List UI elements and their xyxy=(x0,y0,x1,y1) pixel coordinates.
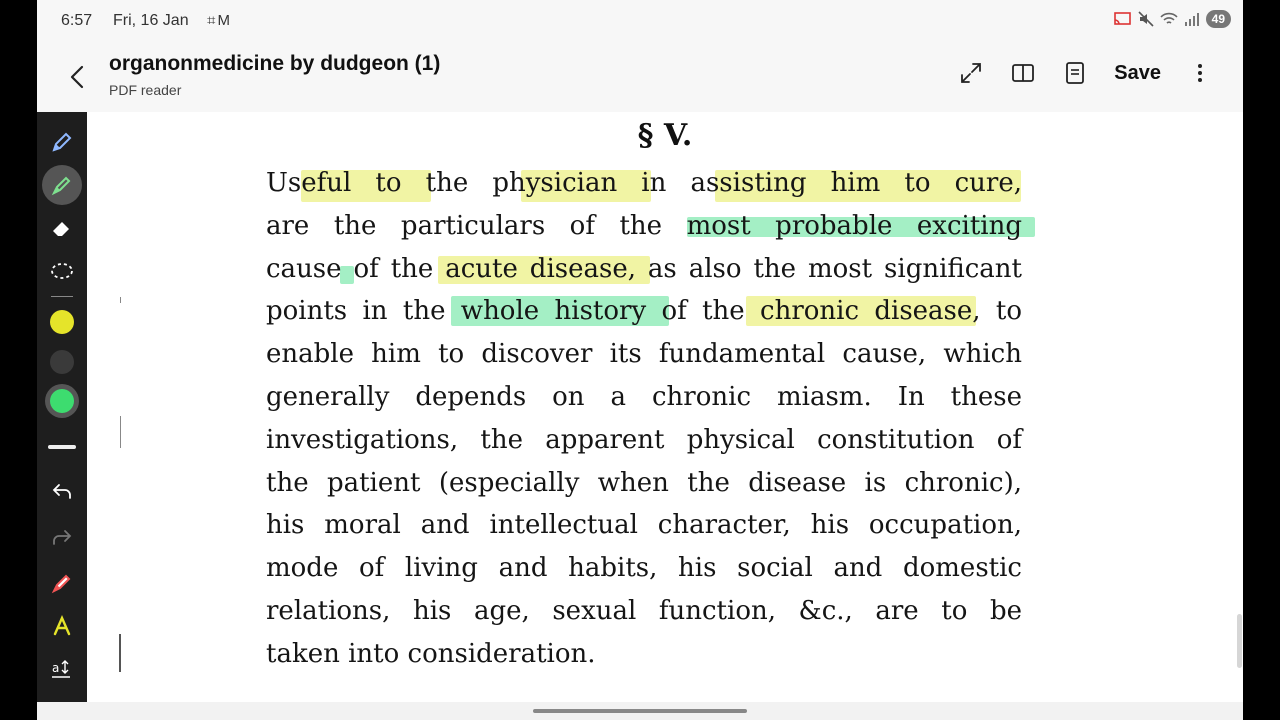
cast-icon xyxy=(1114,11,1132,27)
line-text: cause of the acute disease, as also the most significant xyxy=(266,253,1022,284)
text-line xyxy=(266,464,1026,507)
tablet-screen xyxy=(37,0,1243,720)
expand-icon xyxy=(959,61,983,85)
system-nav-bar xyxy=(37,702,1243,720)
status-right xyxy=(1114,10,1231,28)
text-line xyxy=(266,335,1026,378)
green-color-swatch[interactable] xyxy=(45,384,79,418)
text-line xyxy=(266,292,1026,335)
status-date: Fri, 16 Jan xyxy=(113,12,189,29)
text-size-icon xyxy=(50,658,74,680)
eraser-tool[interactable] xyxy=(42,208,82,248)
status-bar xyxy=(37,0,1243,42)
line-text: taken into consideration. xyxy=(266,638,596,669)
more-icon xyxy=(1196,61,1204,85)
document-icon xyxy=(1063,61,1087,85)
notification-icons xyxy=(207,12,232,29)
battery-badge: 49 xyxy=(1206,10,1231,28)
book-view-button[interactable] xyxy=(1010,60,1036,86)
line-text: mode of living and habits, his social and domestic xyxy=(266,553,1022,584)
pen-settings-tool[interactable] xyxy=(42,563,82,603)
lasso-icon xyxy=(49,259,75,283)
undo-button[interactable] xyxy=(42,472,82,512)
back-arrow-icon xyxy=(63,62,93,92)
save-button[interactable]: Save xyxy=(1114,61,1161,84)
stroke-width-button[interactable] xyxy=(48,445,76,449)
lasso-tool[interactable] xyxy=(42,251,82,291)
drawing-toolbar xyxy=(37,112,87,702)
redo-button[interactable] xyxy=(42,518,82,558)
text-line xyxy=(266,250,1026,293)
line-text: relations, his age, sexual function, &c., are to be xyxy=(266,595,1022,626)
text-line xyxy=(266,207,1026,250)
text-line xyxy=(266,592,1026,635)
document-title: organonmedicine by dudgeon (1) xyxy=(109,52,441,75)
margin-mark xyxy=(119,634,121,672)
pdf-page[interactable] xyxy=(87,112,1243,702)
line-text: enable him to discover its fundamental cause, which xyxy=(266,339,1022,370)
dark-color-swatch[interactable] xyxy=(50,350,74,374)
pen-tool[interactable] xyxy=(42,122,82,162)
highlighter-icon xyxy=(50,173,74,197)
line-text: are the particulars of the most probable exciting xyxy=(266,210,1022,241)
line-text: points in the whole history of the chronic disease, to xyxy=(266,296,1022,327)
home-gesture-pill[interactable] xyxy=(533,709,747,713)
text-a-icon xyxy=(51,615,73,637)
eraser-icon xyxy=(50,216,74,240)
margin-mark xyxy=(120,416,121,448)
section-heading: § V. xyxy=(637,118,693,153)
line-text: Useful to the physician in assisting him to cure, xyxy=(266,168,1022,198)
margin-mark xyxy=(120,297,121,303)
marker-icon xyxy=(50,571,74,595)
hash-icon: ⌗ xyxy=(207,12,218,29)
text-size-tool[interactable] xyxy=(42,649,82,689)
app-bar xyxy=(37,42,1243,112)
text-line xyxy=(266,421,1026,464)
pen-icon xyxy=(50,130,74,154)
text-tool[interactable] xyxy=(42,606,82,646)
toolbar-divider xyxy=(51,296,73,297)
text-line xyxy=(266,506,1026,549)
document-info-button[interactable] xyxy=(1062,60,1088,86)
text-line xyxy=(266,635,1026,678)
highlighter-tool[interactable] xyxy=(42,165,82,205)
line-text: the patient (especially when the disease is chronic), xyxy=(266,467,1022,498)
app-bar-actions xyxy=(958,60,1213,86)
more-options-button[interactable] xyxy=(1187,60,1213,86)
text-line xyxy=(266,549,1026,592)
undo-icon xyxy=(51,481,73,503)
wifi-icon xyxy=(1160,11,1178,27)
page-scrollbar[interactable] xyxy=(1237,614,1242,668)
text-line xyxy=(266,378,1026,421)
green-color-dot xyxy=(50,389,74,413)
line-text: his moral and intellectual character, his occupation, xyxy=(266,510,1022,541)
document-subtitle: PDF reader xyxy=(109,82,182,98)
signal-icon xyxy=(1184,11,1200,27)
text-line xyxy=(266,164,1026,207)
mute-icon xyxy=(1138,11,1154,27)
redo-icon xyxy=(51,527,73,549)
status-time: 6:57 xyxy=(61,12,93,29)
yellow-color-swatch[interactable] xyxy=(50,310,74,334)
expand-button[interactable] xyxy=(958,60,984,86)
line-text: generally depends on a chronic miasm. In these xyxy=(266,381,1022,412)
gmail-icon: M xyxy=(217,12,232,29)
svg-text:a: a xyxy=(52,661,60,675)
paragraph xyxy=(266,164,1026,678)
line-text: investigations, the apparent physical constitution of xyxy=(266,424,1022,455)
back-button[interactable] xyxy=(63,62,93,92)
book-view-icon xyxy=(1011,61,1035,85)
